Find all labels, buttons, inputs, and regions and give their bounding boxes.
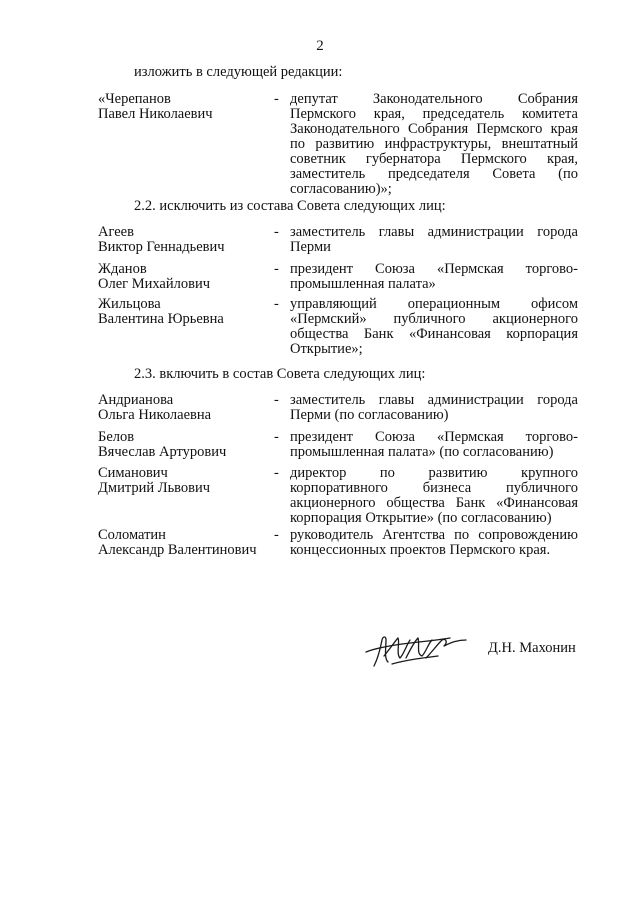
member-name — [98, 225, 268, 255]
member-position: депутат Законодательного Собрания Пермского края, председатель комитета Законодательного Собрания Пермского края по развитию инфраструктуры, внештатный советник губернатора Пермского края, заместитель председателя Совета (по согласованию)»; — [290, 91, 578, 197]
handwritten-signature — [362, 628, 472, 670]
page-number: 2 — [316, 38, 324, 54]
entry-dash: - — [274, 527, 279, 543]
member-name — [98, 430, 268, 460]
member-name — [98, 528, 268, 558]
member-given-names: Александр Валентинович — [98, 542, 257, 558]
member-surname: Агеев — [98, 224, 134, 240]
entry-dash: - — [274, 261, 279, 277]
member-position: управляющий операционным офисом «Пермский» публичного акционерного общества Банк «Финансовая корпорация Открытие»; — [290, 296, 578, 357]
member-name — [98, 262, 268, 292]
member-surname: Андрианова — [98, 392, 174, 408]
member-name — [98, 92, 268, 122]
entry-dash: - — [274, 224, 279, 240]
member-given-names: Виктор Геннадьевич — [98, 239, 225, 255]
member-surname: Жильцова — [98, 296, 161, 312]
member-given-names: Валентина Юрьевна — [98, 311, 224, 327]
entry-dash: - — [274, 392, 279, 408]
intro-paragraph: изложить в следующей редакции: — [134, 64, 343, 80]
member-given-names: Ольга Николаевна — [98, 407, 212, 423]
member-position: руководитель Агентства по сопровождению концессионных проектов Пермского края. — [290, 527, 578, 558]
member-given-names: Павел Николаевич — [98, 106, 213, 122]
entry-dash: - — [274, 429, 279, 445]
signer-name: Д.Н. Махонин — [488, 640, 576, 656]
member-position: директор по развитию крупного корпоративного бизнеса публичного акционерного общества Банк «Финансовая корпорация Открытие» (по согласованию) — [290, 465, 578, 526]
member-position: президент Союза «Пермская торгово-промышленная палата» — [290, 261, 578, 292]
include-heading: 2.3. включить в состав Совета следующих лиц: — [134, 366, 426, 382]
member-position: заместитель главы администрации города Перми — [290, 224, 578, 255]
exclude-heading: 2.2. исключить из состава Совета следующих лиц: — [134, 198, 446, 214]
member-given-names: Дмитрий Львович — [98, 480, 211, 496]
entry-dash: - — [274, 465, 279, 481]
member-position: заместитель главы администрации города Перми (по согласованию) — [290, 392, 578, 423]
member-given-names: Олег Михайлович — [98, 276, 211, 292]
member-name — [98, 466, 268, 496]
member-surname: Жданов — [98, 261, 147, 277]
member-name — [98, 393, 268, 423]
member-surname: Соломатин — [98, 527, 166, 543]
member-name — [98, 297, 268, 327]
member-given-names: Вячеслав Артурович — [98, 444, 227, 460]
entry-dash: - — [274, 91, 279, 107]
member-surname: Белов — [98, 429, 135, 445]
member-position: президент Союза «Пермская торгово-промышленная палата» (по согласованию) — [290, 429, 578, 460]
member-surname: Симанович — [98, 465, 168, 481]
entry-dash: - — [274, 296, 279, 312]
member-surname: «Черепанов — [98, 91, 171, 107]
